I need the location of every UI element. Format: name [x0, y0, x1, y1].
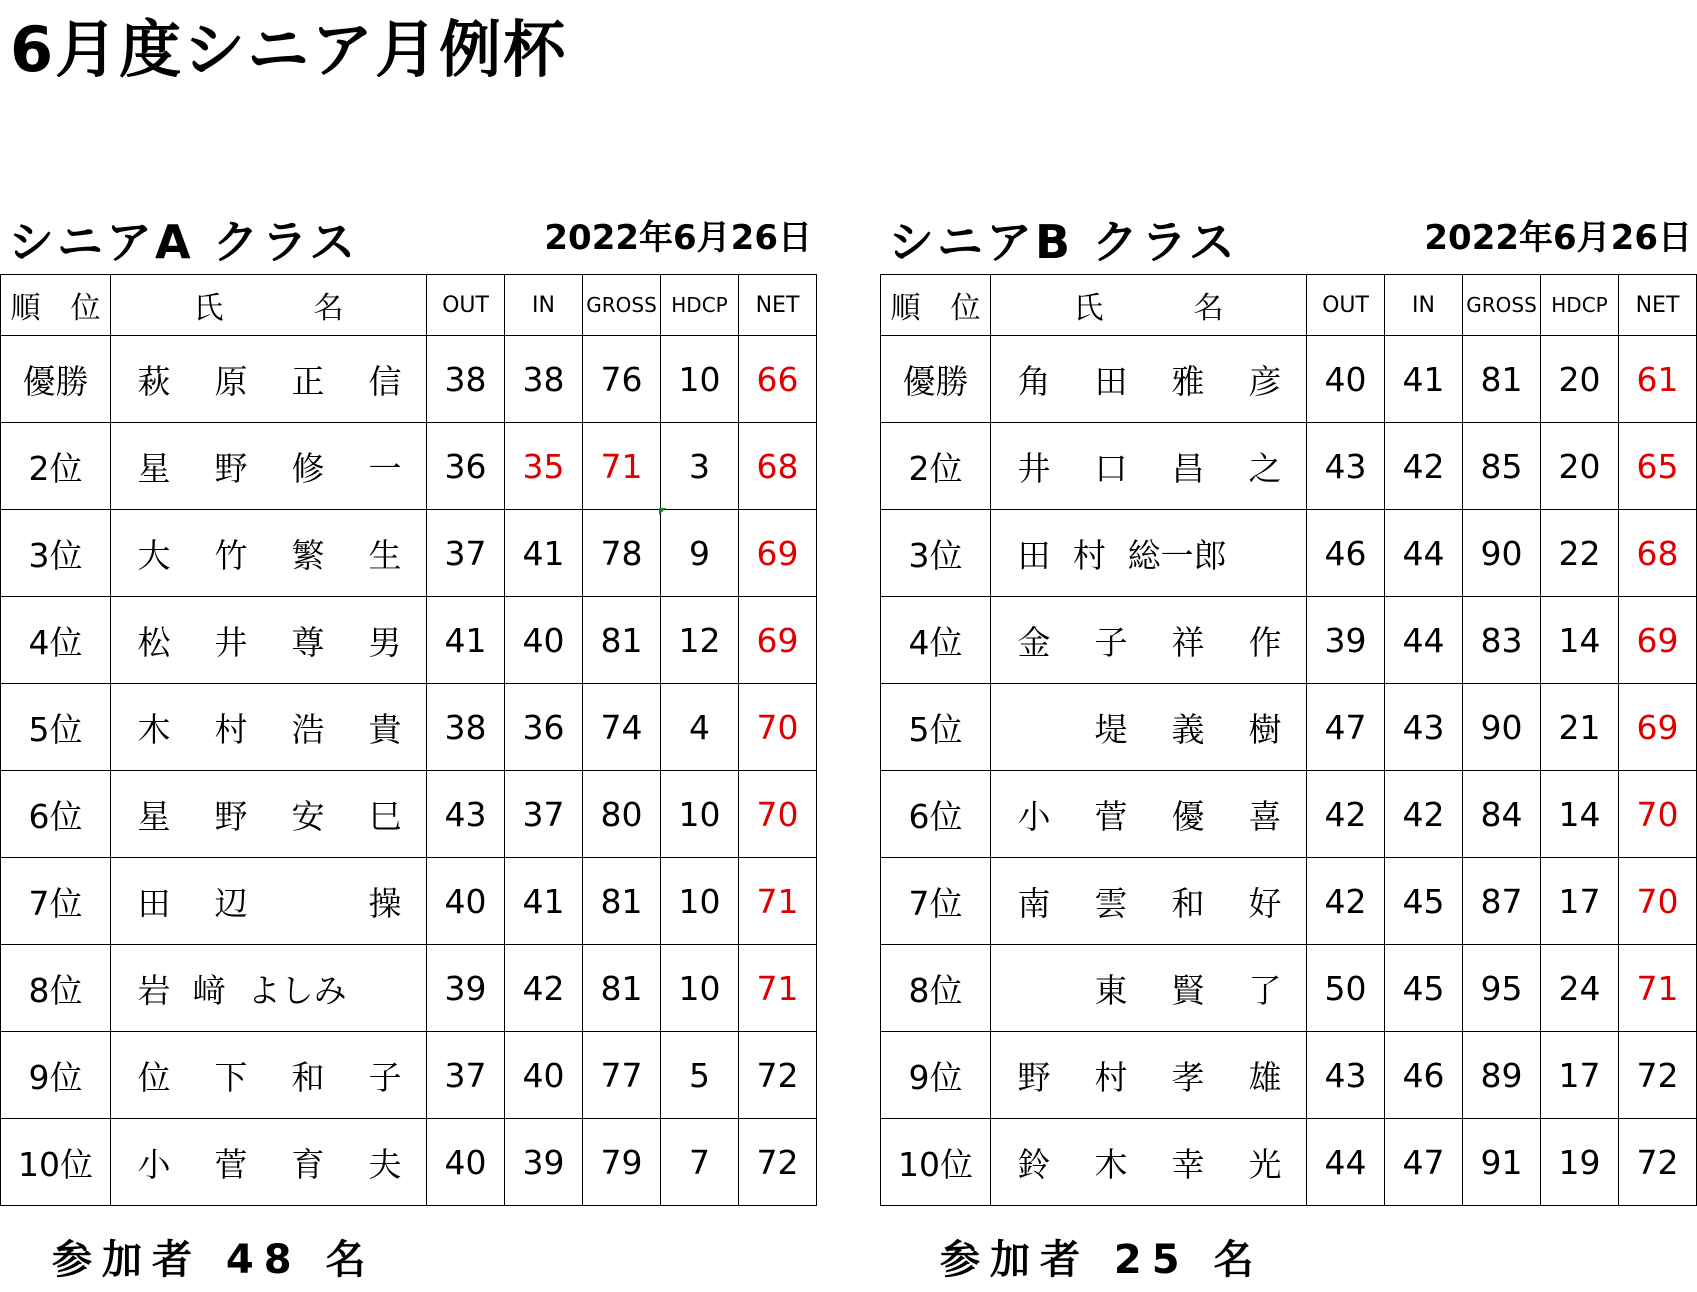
name-part: 雲 — [1094, 883, 1128, 923]
gross-cell: 81 — [583, 945, 661, 1032]
class-b-header — [880, 200, 1696, 274]
rank-cell: 3位 — [881, 510, 991, 597]
rank-cell: 優勝 — [881, 336, 991, 423]
name-part: 育 — [291, 1144, 325, 1184]
name-part: 好 — [1248, 883, 1282, 923]
gross-cell: 79 — [583, 1119, 661, 1206]
name-part: 和 — [1171, 883, 1205, 923]
table-row — [881, 336, 1697, 423]
hdcp-cell: 22 — [1541, 510, 1619, 597]
out-cell: 38 — [427, 336, 505, 423]
rank-header: 順 位 — [881, 275, 991, 336]
net-cell: 72 — [739, 1119, 817, 1206]
name-part: 了 — [1248, 970, 1282, 1010]
name-part: 辺 — [214, 883, 248, 923]
rank-cell: 9位 — [881, 1032, 991, 1119]
out-cell: 39 — [1307, 597, 1385, 684]
gross-cell: 78 — [583, 510, 661, 597]
class-a-title: シニアA クラス — [8, 215, 359, 269]
name-part: 幸 — [1171, 1144, 1205, 1184]
table-row — [881, 684, 1697, 771]
table-row — [881, 510, 1697, 597]
in-cell: 35 — [505, 423, 583, 510]
name-cell — [991, 336, 1307, 423]
name-cell — [111, 858, 427, 945]
out-cell: 46 — [1307, 510, 1385, 597]
net-cell: 70 — [739, 771, 817, 858]
hdcp-cell: 14 — [1541, 771, 1619, 858]
table-row — [881, 858, 1697, 945]
table-row — [1, 771, 817, 858]
net-cell: 70 — [1619, 771, 1697, 858]
name-part: 木 — [137, 709, 171, 749]
in-cell: 38 — [505, 336, 583, 423]
name-part: 木 — [1094, 1144, 1128, 1184]
in-cell: 41 — [505, 858, 583, 945]
name-part: 菅 — [1094, 796, 1128, 836]
class-b-block — [880, 200, 1696, 1206]
name-cell — [991, 684, 1307, 771]
class-b-title: シニアB クラス — [888, 215, 1238, 269]
name-cell — [111, 771, 427, 858]
in-cell: 42 — [1385, 423, 1463, 510]
name-part: 東 — [1094, 970, 1128, 1010]
class-b-rows — [881, 336, 1697, 1206]
in-cell: 42 — [505, 945, 583, 1032]
out-header: OUT — [1307, 275, 1385, 336]
name-part: 鈴 — [1017, 1144, 1051, 1184]
name-part: 田 — [1017, 535, 1051, 575]
out-cell: 37 — [427, 1032, 505, 1119]
in-cell: 41 — [1385, 336, 1463, 423]
name-part: 巳 — [368, 796, 402, 836]
out-cell: 38 — [427, 684, 505, 771]
table-row — [881, 945, 1697, 1032]
rank-cell: 8位 — [881, 945, 991, 1032]
name-part: 星 — [137, 448, 171, 488]
rank-cell: 5位 — [1, 684, 111, 771]
hdcp-cell: 10 — [661, 945, 739, 1032]
name-part: 雄 — [1248, 1057, 1282, 1097]
net-cell: 65 — [1619, 423, 1697, 510]
out-cell: 37 — [427, 510, 505, 597]
name-cell — [111, 510, 427, 597]
gross-cell: 81 — [583, 597, 661, 684]
gross-cell: 91 — [1463, 1119, 1541, 1206]
hdcp-cell: 10 — [661, 336, 739, 423]
rank-cell: 4位 — [881, 597, 991, 684]
out-header: OUT — [427, 275, 505, 336]
hdcp-cell: 20 — [1541, 423, 1619, 510]
name-part: 彦 — [1248, 361, 1282, 401]
hdcp-cell: 14 — [1541, 597, 1619, 684]
name-part: 村 — [1072, 535, 1106, 575]
net-cell: 61 — [1619, 336, 1697, 423]
name-part: 田 — [1094, 361, 1128, 401]
hdcp-header: HDCP — [661, 275, 739, 336]
name-part: 野 — [214, 796, 248, 836]
name-part: 和 — [291, 1057, 325, 1097]
net-cell: 72 — [1619, 1032, 1697, 1119]
class-a-header-row — [1, 275, 817, 336]
rank-cell: 3位 — [1, 510, 111, 597]
name-part: 尊 — [291, 622, 325, 662]
class-b-participants: 参加者 25 名 — [940, 1237, 1264, 1283]
name-cell — [991, 1119, 1307, 1206]
name-part: 原 — [214, 361, 248, 401]
gross-header: GROSS — [583, 275, 661, 336]
rank-cell: 優勝 — [1, 336, 111, 423]
name-cell — [991, 423, 1307, 510]
out-cell: 40 — [427, 858, 505, 945]
hdcp-cell: 12 — [661, 597, 739, 684]
name-part: 信 — [368, 361, 402, 401]
hdcp-cell: 4 — [661, 684, 739, 771]
name-part: 貴 — [368, 709, 402, 749]
name-part: 井 — [1017, 448, 1051, 488]
name-part: 野 — [214, 448, 248, 488]
name-cell — [991, 510, 1307, 597]
hdcp-cell: 24 — [1541, 945, 1619, 1032]
name-part: 大 — [137, 535, 171, 575]
gross-cell: 81 — [583, 858, 661, 945]
name-cell — [991, 1032, 1307, 1119]
hdcp-cell: 17 — [1541, 1032, 1619, 1119]
table-row — [881, 597, 1697, 684]
net-cell: 66 — [739, 336, 817, 423]
rank-cell: 2位 — [1, 423, 111, 510]
gross-cell: 90 — [1463, 684, 1541, 771]
name-part: 下 — [214, 1057, 248, 1097]
name-part: 樹 — [1248, 709, 1282, 749]
hdcp-cell: 17 — [1541, 858, 1619, 945]
in-cell: 47 — [1385, 1119, 1463, 1206]
out-cell: 50 — [1307, 945, 1385, 1032]
out-cell: 36 — [427, 423, 505, 510]
in-cell: 45 — [1385, 945, 1463, 1032]
name-part: 村 — [1094, 1057, 1128, 1097]
name-part: 小 — [137, 1144, 171, 1184]
name-part — [1017, 965, 1051, 1012]
hdcp-cell: 10 — [661, 771, 739, 858]
net-cell: 71 — [1619, 945, 1697, 1032]
name-part: 角 — [1017, 361, 1051, 401]
name-part — [1248, 530, 1282, 577]
rank-cell: 2位 — [881, 423, 991, 510]
net-cell: 69 — [1619, 597, 1697, 684]
cell-error-marker — [659, 508, 666, 515]
out-cell: 41 — [427, 597, 505, 684]
name-cell — [111, 597, 427, 684]
gross-cell: 85 — [1463, 423, 1541, 510]
gross-cell: 74 — [583, 684, 661, 771]
in-cell: 40 — [505, 597, 583, 684]
out-cell: 43 — [1307, 1032, 1385, 1119]
net-cell: 69 — [739, 597, 817, 684]
name-part: 生 — [368, 535, 402, 575]
in-cell: 44 — [1385, 510, 1463, 597]
hdcp-cell: 9 — [661, 510, 739, 597]
name-part: よしみ — [247, 970, 347, 1010]
out-cell: 42 — [1307, 771, 1385, 858]
name-part: 雅 — [1171, 361, 1205, 401]
out-cell: 39 — [427, 945, 505, 1032]
in-cell: 40 — [505, 1032, 583, 1119]
out-cell: 44 — [1307, 1119, 1385, 1206]
name-cell — [111, 1119, 427, 1206]
in-cell: 42 — [1385, 771, 1463, 858]
in-cell: 36 — [505, 684, 583, 771]
name-cell — [111, 336, 427, 423]
name-part: 賢 — [1171, 970, 1205, 1010]
name-part: 総一郎 — [1127, 535, 1227, 575]
name-part: 之 — [1248, 448, 1282, 488]
name-part: 繁 — [291, 535, 325, 575]
net-cell: 70 — [1619, 858, 1697, 945]
name-part: 夫 — [368, 1144, 402, 1184]
class-a-header — [0, 200, 816, 274]
name-cell — [991, 858, 1307, 945]
net-cell: 72 — [1619, 1119, 1697, 1206]
name-part: 岩 — [137, 970, 171, 1010]
out-cell: 43 — [427, 771, 505, 858]
net-cell: 68 — [1619, 510, 1697, 597]
gross-cell: 87 — [1463, 858, 1541, 945]
name-part: 位 — [137, 1057, 171, 1097]
hdcp-cell: 21 — [1541, 684, 1619, 771]
rank-cell: 7位 — [1, 858, 111, 945]
table-row — [1, 423, 817, 510]
table-row — [1, 510, 817, 597]
out-cell: 47 — [1307, 684, 1385, 771]
name-part: 萩 — [137, 361, 171, 401]
name-part: 操 — [368, 883, 402, 923]
name-cell — [111, 945, 427, 1032]
name-part — [1017, 704, 1051, 751]
name-part: 野 — [1017, 1057, 1051, 1097]
net-header: NET — [1619, 275, 1697, 336]
table-row — [1, 858, 817, 945]
name-part: 堤 — [1094, 709, 1128, 749]
class-a-participants: 参加者 48 名 — [52, 1237, 376, 1283]
name-cell — [991, 597, 1307, 684]
out-cell: 42 — [1307, 858, 1385, 945]
net-cell: 70 — [739, 684, 817, 771]
name-part: 小 — [1017, 796, 1051, 836]
in-cell: 45 — [1385, 858, 1463, 945]
gross-cell: 83 — [1463, 597, 1541, 684]
name-cell — [111, 684, 427, 771]
table-row — [881, 771, 1697, 858]
name-part: 松 — [137, 622, 171, 662]
table-row — [881, 423, 1697, 510]
name-part: 祥 — [1171, 622, 1205, 662]
in-cell: 41 — [505, 510, 583, 597]
in-cell: 39 — [505, 1119, 583, 1206]
in-cell: 37 — [505, 771, 583, 858]
out-cell: 43 — [1307, 423, 1385, 510]
name-part: 義 — [1171, 709, 1205, 749]
hdcp-cell: 3 — [661, 423, 739, 510]
name-part: 喜 — [1248, 796, 1282, 836]
table-row — [1, 684, 817, 771]
name-part: 村 — [214, 709, 248, 749]
net-cell: 69 — [739, 510, 817, 597]
table-row — [1, 1032, 817, 1119]
in-cell: 44 — [1385, 597, 1463, 684]
gross-cell: 95 — [1463, 945, 1541, 1032]
net-header: NET — [739, 275, 817, 336]
name-part: 光 — [1248, 1144, 1282, 1184]
gross-cell: 84 — [1463, 771, 1541, 858]
class-b-header-row — [881, 275, 1697, 336]
table-row — [1, 597, 817, 684]
name-part: 子 — [368, 1057, 402, 1097]
gross-cell: 81 — [1463, 336, 1541, 423]
gross-cell: 76 — [583, 336, 661, 423]
class-a-rows — [1, 336, 817, 1206]
rank-cell: 6位 — [881, 771, 991, 858]
table-row — [1, 945, 817, 1032]
net-cell: 71 — [739, 858, 817, 945]
hdcp-cell: 5 — [661, 1032, 739, 1119]
net-cell: 71 — [739, 945, 817, 1032]
name-part: 﨑 — [192, 970, 226, 1010]
rank-cell: 6位 — [1, 771, 111, 858]
class-a-block — [0, 200, 816, 1206]
name-part: 修 — [291, 448, 325, 488]
in-header: IN — [505, 275, 583, 336]
name-part: 田 — [137, 883, 171, 923]
gross-cell: 90 — [1463, 510, 1541, 597]
rank-cell: 10位 — [881, 1119, 991, 1206]
name-header: 氏 名 — [991, 275, 1307, 336]
gross-cell: 71 — [583, 423, 661, 510]
name-part: 作 — [1248, 622, 1282, 662]
name-part: 口 — [1094, 448, 1128, 488]
name-cell — [111, 1032, 427, 1119]
name-part: 竹 — [214, 535, 248, 575]
gross-cell: 89 — [1463, 1032, 1541, 1119]
name-part: 孝 — [1171, 1057, 1205, 1097]
hdcp-cell: 19 — [1541, 1119, 1619, 1206]
gross-cell: 80 — [583, 771, 661, 858]
name-header: 氏 名 — [111, 275, 427, 336]
class-b-table — [880, 274, 1697, 1206]
net-cell: 69 — [1619, 684, 1697, 771]
net-cell: 68 — [739, 423, 817, 510]
rank-header: 順 位 — [1, 275, 111, 336]
rank-cell: 5位 — [881, 684, 991, 771]
out-cell: 40 — [427, 1119, 505, 1206]
name-part: 井 — [214, 622, 248, 662]
name-part: 安 — [291, 796, 325, 836]
hdcp-header: HDCP — [1541, 275, 1619, 336]
name-cell — [991, 945, 1307, 1032]
gross-header: GROSS — [1463, 275, 1541, 336]
net-cell: 72 — [739, 1032, 817, 1119]
rank-cell: 10位 — [1, 1119, 111, 1206]
out-cell: 40 — [1307, 336, 1385, 423]
class-a-table — [0, 274, 817, 1206]
name-part: 正 — [291, 361, 325, 401]
table-row — [881, 1032, 1697, 1119]
rank-cell: 8位 — [1, 945, 111, 1032]
table-row — [1, 336, 817, 423]
table-row — [881, 1119, 1697, 1206]
name-part: 金 — [1017, 622, 1051, 662]
name-part: 浩 — [291, 709, 325, 749]
hdcp-cell: 10 — [661, 858, 739, 945]
hdcp-cell: 7 — [661, 1119, 739, 1206]
page-title: 6月度シニア月例杯 — [10, 13, 568, 86]
name-part: 昌 — [1171, 448, 1205, 488]
in-cell: 43 — [1385, 684, 1463, 771]
name-part: 星 — [137, 796, 171, 836]
rank-cell: 9位 — [1, 1032, 111, 1119]
in-header: IN — [1385, 275, 1463, 336]
name-part: 子 — [1094, 622, 1128, 662]
hdcp-cell: 20 — [1541, 336, 1619, 423]
table-row — [1, 1119, 817, 1206]
in-cell: 46 — [1385, 1032, 1463, 1119]
name-part: 優 — [1171, 796, 1205, 836]
rank-cell: 7位 — [881, 858, 991, 945]
name-part — [291, 878, 325, 925]
name-cell — [111, 423, 427, 510]
name-part: 菅 — [214, 1144, 248, 1184]
name-part: 一 — [368, 448, 402, 488]
class-a-date: 2022年6月26日 — [544, 218, 812, 258]
name-cell — [991, 771, 1307, 858]
name-part: 南 — [1017, 883, 1051, 923]
gross-cell: 77 — [583, 1032, 661, 1119]
rank-cell: 4位 — [1, 597, 111, 684]
name-part — [368, 965, 402, 1012]
class-b-date: 2022年6月26日 — [1424, 218, 1692, 258]
name-part: 男 — [368, 622, 402, 662]
